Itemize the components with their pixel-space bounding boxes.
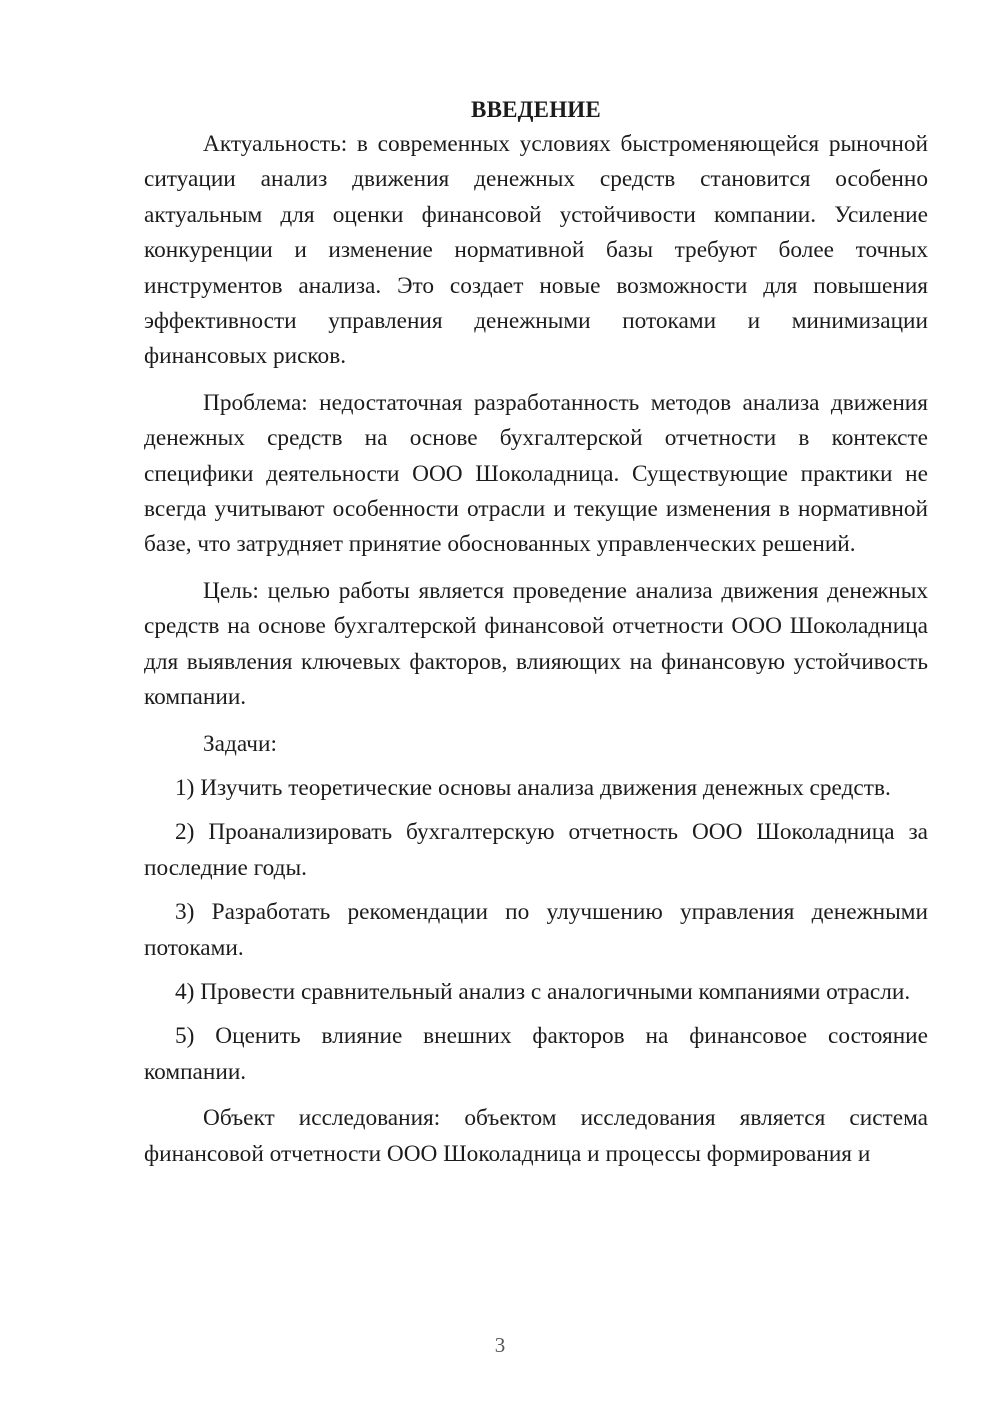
task-item-4: 4) Провести сравнительный анализ с аналогичными компаниями отрасли. bbox=[175, 978, 911, 1005]
task-item-1: 1) Изучить теоретические основы анализа движения денежных средств. bbox=[175, 774, 891, 801]
document-page bbox=[144, 92, 928, 1172]
relevance-paragraph: Актуальность: в современных условиях быстроменяющейся рыночной ситуации анализ движения денежных средств становится особенно актуальным для оценки финансовой устойчивости компании. Усиление конкуренции и изменение нормативной базы требуют более точных инструментов анализа. Это создает новые возможности для повышения эффективности управления денежными потоками и минимизации финансовых рисков. bbox=[144, 131, 928, 370]
problem-paragraph: Проблема: недостаточная разработанность методов анализа движения денежных средств на основе бухгалтерской отчетности в контексте специфики деятельности ООО Шоколадница. Существующие практики не всегда учитывают особенности отрасли и текущие изменения в нормативной базе, что затрудняет принятие обоснованных управленческих решений. bbox=[144, 389, 928, 558]
section-title: ВВЕДЕНИЕ bbox=[471, 97, 601, 122]
tasks-heading: Задачи: bbox=[203, 730, 277, 757]
task-item-5: 5) Оценить влияние внешних факторов на финансовое состояние компании. bbox=[144, 1023, 928, 1085]
task-item-3: 3) Разработать рекомендации по улучшению управления денежными потоками. bbox=[144, 899, 928, 961]
task-item-2: 2) Проанализировать бухгалтерскую отчетность ООО Шоколадница за последние годы. bbox=[144, 819, 928, 881]
object-paragraph: Объект исследования: объектом исследования является система финансовой отчетности ООО Шоколадница и процессы формирования и bbox=[144, 1105, 928, 1167]
page-number: 3 bbox=[494, 1333, 506, 1357]
goal-paragraph: Цель: целью работы является проведение анализа движения денежных средств на основе бухгалтерской финансовой отчетности ООО Шоколадница для выявления ключевых факторов, влияющих на финансовую устойчивость компании. bbox=[144, 577, 928, 711]
